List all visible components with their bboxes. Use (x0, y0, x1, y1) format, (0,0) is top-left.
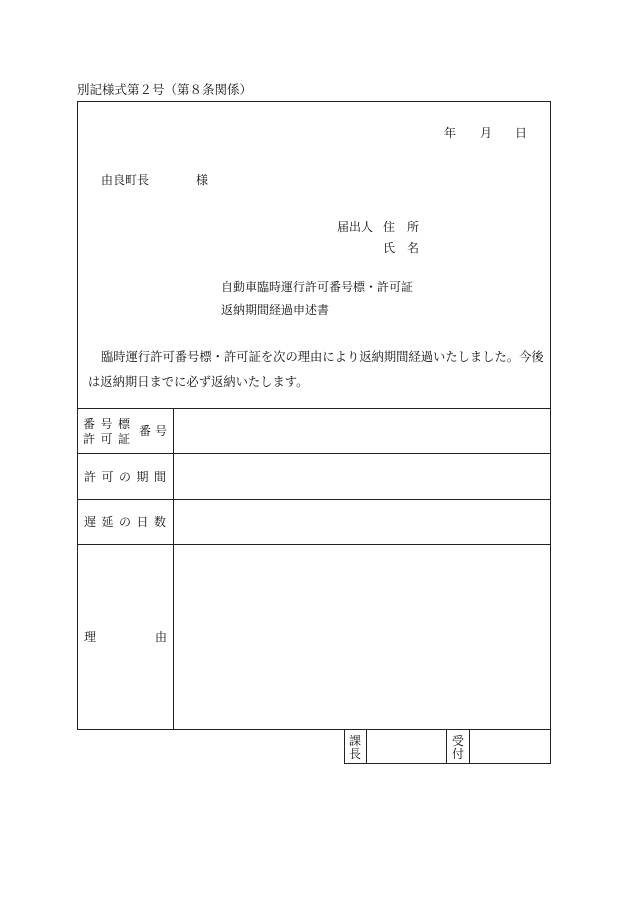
table-column-divider (173, 408, 174, 730)
date-year: 年 (444, 126, 457, 140)
row-number-label-right: 番 号 (139, 424, 167, 438)
addressee-honorific: 様 (196, 173, 209, 187)
row-reason-value[interactable] (175, 546, 549, 728)
stamp-chief-label: 課長 (348, 734, 361, 761)
row-reason-label-right: 由 (155, 630, 168, 644)
row-number-value[interactable] (175, 410, 549, 452)
stamp-divider-3 (469, 729, 470, 764)
table-row-line-1 (77, 453, 551, 454)
statement-line2: は返納期日までに必ず返納いたします。 (88, 375, 309, 389)
row-period-label: 許 可 の 期 間 (84, 470, 166, 484)
row-number-label-top: 番 号 標 (83, 417, 130, 431)
row-delay-value[interactable] (175, 501, 549, 543)
table-top-line (77, 408, 551, 409)
table-row-line-3 (77, 544, 551, 545)
table-row-line-2 (77, 499, 551, 500)
addressee-name: 由良町長 (101, 173, 150, 187)
row-delay-label: 遅 延 の 日 数 (84, 515, 166, 529)
document-title-line2: 返納期間経過申述書 (221, 303, 330, 317)
statement-line1: 臨時運行許可番号標・許可証を次の理由により返納期間経過いたしました。今後 (101, 350, 544, 364)
row-number-label-bottom: 許 可 証 (83, 432, 130, 446)
form-label: 別記様式第２号（第８条関係） (77, 82, 253, 97)
stamp-chief-box[interactable] (368, 731, 445, 763)
stamp-divider-2 (446, 729, 447, 764)
document-title-line1: 自動車臨時運行許可番号標・許可証 (221, 280, 414, 294)
stamp-divider-1 (366, 729, 367, 764)
stamp-reception-label: 受付 (451, 734, 464, 761)
applicant-name-label: 氏 名 (383, 241, 420, 255)
date-month: 月 (480, 126, 493, 140)
stamp-reception-box[interactable] (471, 731, 549, 763)
applicant-label: 届出人 (337, 220, 374, 234)
applicant-address-label: 住 所 (383, 220, 420, 234)
date-day: 日 (515, 126, 528, 140)
row-reason-label-left: 理 (84, 630, 97, 644)
row-period-value[interactable] (175, 455, 549, 498)
